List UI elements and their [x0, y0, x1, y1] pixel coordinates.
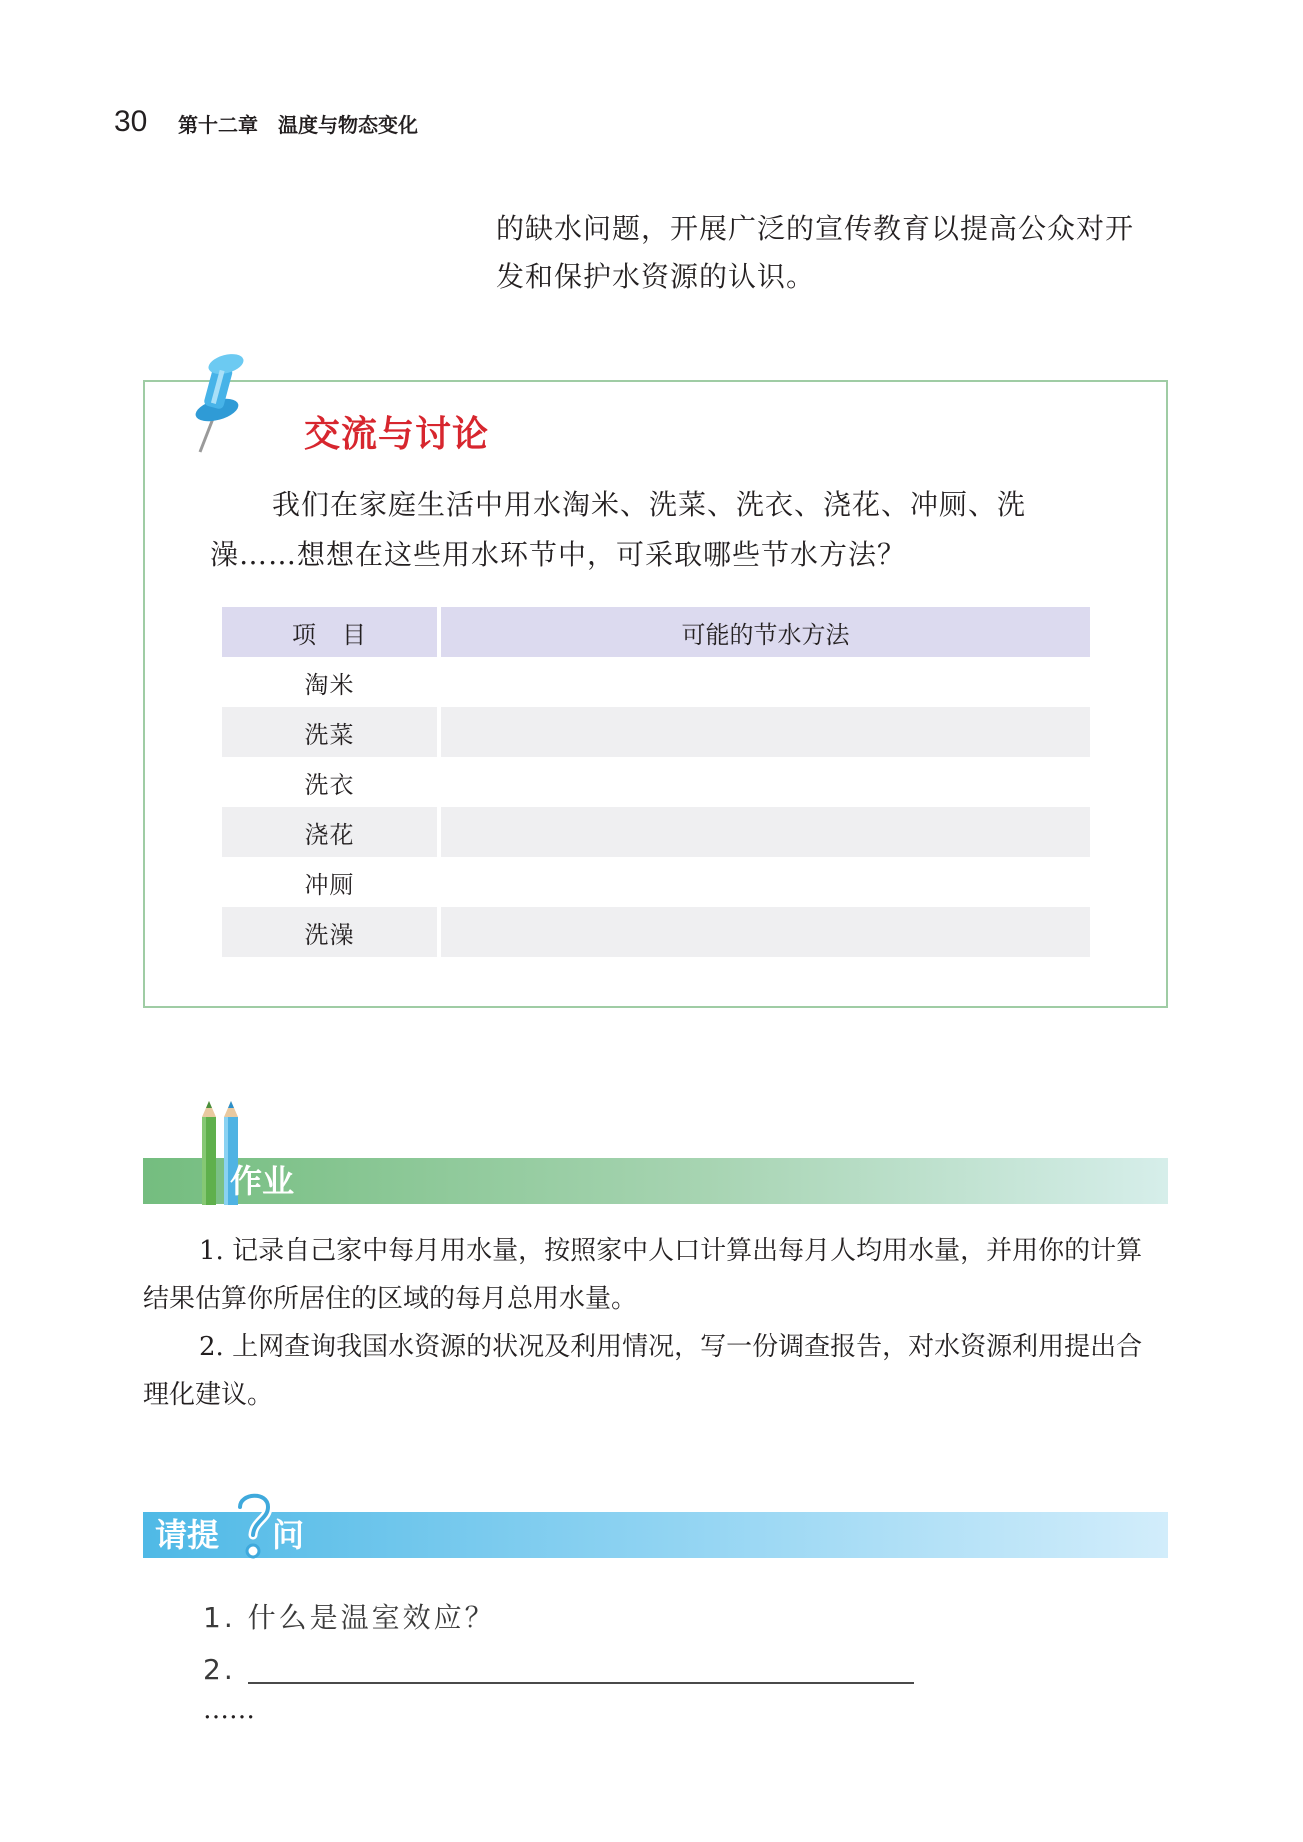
homework-item-2-line-1: 2. 上网查询我国水资源的状况及利用情况，写一份调查报告，对水资源利用提出合: [199, 1332, 1143, 1362]
table-row: [222, 657, 1090, 707]
table-cell-method: [441, 707, 1090, 757]
homework-item-1: [143, 1227, 1173, 1323]
chapter-title: 第十二章 温度与物态变化: [178, 113, 418, 137]
question-2-blank-line[interactable]: [248, 1654, 914, 1684]
question-2: [203, 1650, 914, 1690]
homework-item-1-line-2: 结果估算你所居住的区域的每月总用水量。: [143, 1284, 638, 1314]
table-cell-item: 浇花: [222, 807, 437, 857]
table-cell-item: 洗衣: [222, 757, 437, 807]
intro-line-1: 的缺水问题，开展广泛的宣传教育以提高公众对开: [496, 212, 1135, 245]
table-row: [222, 707, 1090, 757]
discussion-line-2: 澡……想想在这些用水环节中，可采取哪些节水方法？: [210, 538, 907, 571]
water-saving-table: [222, 607, 1090, 957]
table-header-row: [222, 607, 1090, 657]
table-cell-item: 淘米: [222, 657, 437, 707]
intro-paragraph: [496, 205, 1176, 301]
questions-title-part-2: 问: [272, 1516, 305, 1554]
table-cell-method: [441, 857, 1090, 907]
table-cell-method: [441, 807, 1090, 857]
page-number: 30: [114, 105, 148, 138]
question-1: 1. 什么是温室效应？: [203, 1601, 496, 1634]
table-cell-item: 洗澡: [222, 907, 437, 957]
question-ellipsis: ……: [203, 1695, 255, 1725]
discussion-text: [210, 480, 1110, 580]
question-mark-icon: [232, 1485, 276, 1567]
table-cell-item: 洗菜: [222, 707, 437, 757]
table-row: [222, 757, 1090, 807]
table-cell-method: [441, 907, 1090, 957]
question-2-number: 2.: [203, 1653, 236, 1686]
homework-item-1-line-1: 1. 记录自己家中每月用水量，按照家中人口计算出每月人均用水量，并用你的计算: [199, 1236, 1143, 1266]
questions-title-part-1: 请提: [155, 1516, 220, 1554]
homework-item-2-line-2: 理化建议。: [143, 1380, 274, 1410]
table-header-method: 可能的节水方法: [441, 607, 1090, 657]
homework-item-2: [143, 1323, 1173, 1419]
table-cell-method: [441, 657, 1090, 707]
homework-title: 作业: [230, 1162, 295, 1200]
table-row: [222, 907, 1090, 957]
discussion-title: 交流与讨论: [304, 413, 490, 455]
table-cell-item: 冲厕: [222, 857, 437, 907]
pushpin-icon: [186, 348, 256, 460]
homework-bar: [143, 1158, 1168, 1204]
table-row: [222, 807, 1090, 857]
table-header-item: 项 目: [222, 607, 437, 657]
intro-line-2: 发和保护水资源的认识。: [496, 260, 816, 293]
table-cell-method: [441, 757, 1090, 807]
discussion-line-1: 我们在家庭生活中用水淘米、洗菜、洗衣、浇花、冲厕、洗: [272, 488, 1027, 521]
table-row: [222, 857, 1090, 907]
